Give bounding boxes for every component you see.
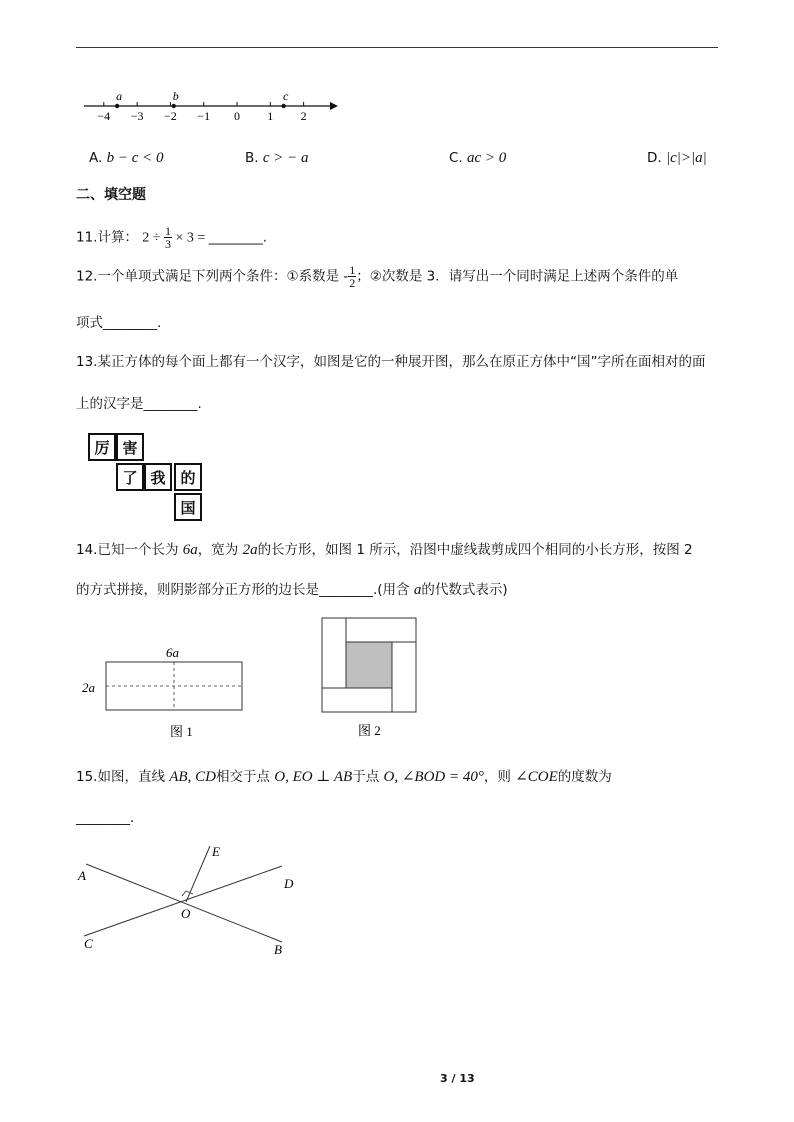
q15-line1-c: ，则	[483, 769, 516, 785]
q14-line1-pre: 14.已知一个长为	[76, 542, 183, 558]
figure-intersecting-lines	[70, 840, 310, 965]
tick-label-4: 0	[234, 109, 240, 123]
option-d	[647, 150, 707, 167]
q12-frac-den: 2	[349, 276, 356, 290]
question-14-line2	[76, 578, 508, 599]
q12-line1-pre: 12.一个单项式满足下列两个条件：①系数是	[76, 268, 344, 285]
fig1-top-label: 6a	[166, 645, 179, 660]
q14-var-width: 2a	[242, 542, 258, 558]
tick-label-6: 2	[300, 109, 307, 123]
fig1-caption: 图 1	[170, 724, 193, 739]
q11-text: 11.计算：	[76, 229, 138, 246]
page-number: 3 / 13	[440, 1072, 475, 1085]
cube-net	[88, 433, 208, 523]
q11-frac-num: 1	[164, 224, 171, 238]
q14-line1-post: 的长方形，如图 1 所示，沿图中虚线裁剪成四个相同的小长方形，按图 2	[257, 542, 693, 558]
question-13-line1: 13.某正方体的每个面上都有一个汉字，如图是它的一种展开图，那么在原正方体中“国”字所在面相对的面	[76, 354, 706, 370]
section-title: 二、填空题	[76, 187, 146, 203]
question-13-line2: 上的汉字是________.	[76, 396, 202, 412]
point-label-b: b	[172, 89, 179, 103]
q15-math-target: ∠COE	[515, 769, 558, 785]
tick-label-5: 1	[267, 109, 274, 123]
option-c-prefix: C.	[449, 150, 468, 166]
q12-line1-post: ；②次数是 3．请写出一个同时满足上述两个条件的单	[356, 268, 679, 285]
tick-label-0: −4	[97, 109, 111, 123]
tick-label-2: −2	[164, 109, 177, 123]
number-line	[80, 88, 350, 128]
q15-line1-d: 的度数为	[557, 769, 612, 785]
option-b	[245, 150, 309, 167]
option-b-math: c > − a	[262, 150, 309, 166]
point-label-c: c	[282, 89, 289, 103]
label-O: O	[181, 906, 191, 921]
q12-frac-sign: -	[343, 268, 349, 285]
figure-1	[78, 640, 258, 750]
shaded-square	[346, 642, 392, 688]
q14-line2-post: 的代数式表示)	[421, 582, 508, 598]
net-cell-5: 的	[174, 463, 202, 491]
q15-math-perp: O, EO ⊥ AB	[274, 769, 353, 785]
fig1-left-label: 2a	[82, 680, 95, 695]
q15-math-lines: AB, CD	[169, 769, 216, 785]
q11-fraction	[164, 225, 172, 250]
label-E: E	[212, 844, 220, 859]
q14-var-a: a	[413, 582, 422, 598]
point-label-a: a	[116, 89, 123, 103]
label-C: C	[84, 936, 93, 951]
tick-label-1: −3	[130, 109, 144, 123]
label-A: A	[78, 868, 86, 883]
question-15-line2: ________.	[76, 810, 135, 826]
fig2-caption: 图 2	[358, 723, 381, 738]
header-rule	[76, 47, 718, 48]
net-cell-2: 害	[116, 433, 144, 461]
question-12-line2: 项式________.	[76, 315, 162, 331]
point-b	[172, 104, 176, 108]
q14-line1-mid: ，宽为	[197, 542, 243, 558]
option-a	[89, 150, 164, 167]
q11-expr-right: × 3 =	[171, 230, 209, 246]
q11-expr-left: 2 ÷	[142, 230, 164, 246]
option-d-prefix: D.	[647, 150, 666, 166]
q15-line1-pre: 15.如图，直线	[76, 769, 170, 785]
point-a	[115, 104, 119, 108]
option-c-math: ac > 0	[467, 150, 507, 166]
option-c	[449, 150, 506, 167]
q11-blank: ________	[208, 229, 263, 246]
option-b-prefix: B.	[245, 150, 263, 166]
q15-line1-a: 相交于点	[215, 769, 275, 785]
net-cell-3: 了	[116, 463, 144, 491]
question-14-line1	[76, 538, 693, 559]
q11-frac-den: 3	[164, 237, 171, 251]
q15-math-angle: O, ∠BOD = 40°	[383, 769, 484, 785]
net-cell-6: 国	[174, 493, 202, 521]
option-d-math: |c|>|a|	[665, 150, 707, 166]
net-cell-1: 厉	[88, 433, 116, 461]
question-11	[76, 225, 267, 250]
net-cell-4: 我	[144, 463, 172, 491]
q14-var-length: 6a	[182, 542, 198, 558]
q14-line2-pre: 的方式拼接，则阴影部分正方形的边长是________.(用含	[76, 582, 414, 598]
q11-end: .	[262, 229, 268, 246]
question-12-line1	[76, 264, 678, 289]
point-c	[281, 104, 285, 108]
q12-frac-num: 1	[349, 263, 356, 277]
question-15-line1	[76, 765, 612, 786]
figure-2	[318, 616, 423, 746]
label-D: D	[284, 876, 294, 891]
option-a-prefix: A.	[89, 150, 107, 166]
q15-line1-b: 于点	[352, 769, 384, 785]
label-B: B	[274, 942, 282, 957]
tick-label-3: −1	[197, 109, 211, 123]
option-a-math: b − c < 0	[106, 150, 164, 166]
